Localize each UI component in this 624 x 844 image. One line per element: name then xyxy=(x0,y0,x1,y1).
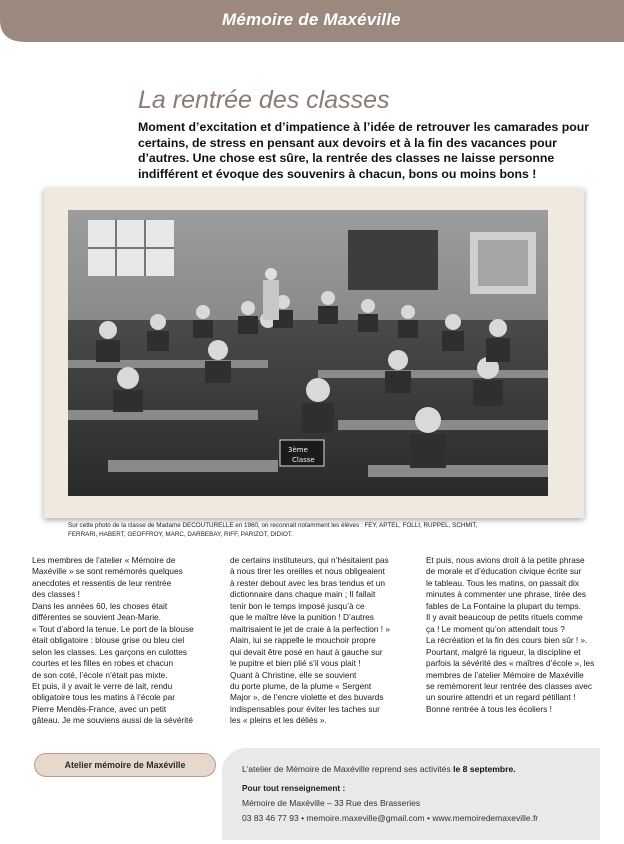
col1-line: Les membres de l’atelier « Mémoire de xyxy=(32,555,176,565)
col2-line: du porte plume, de la plume « Sergent xyxy=(230,680,372,691)
col1-line: de son coté, l’école n’était pas mixte. xyxy=(32,669,168,680)
atelier-button[interactable]: Atelier mémoire de Maxéville xyxy=(34,753,216,777)
col2-line: dictionnaire dans chaque main ; Il fallait xyxy=(230,589,376,600)
col3-line: de morale et d’éducation civique écrite sur xyxy=(426,566,582,577)
col3-line: Bonne rentrée à tous les écoliers ! xyxy=(426,703,552,714)
photo-caption xyxy=(68,522,548,539)
caption-line-1: Sur cette photo de la classe de Madame DECOUTURELLE en 1960, on reconnait notamment les élèves : FEY, APTEL, FOLLI, RUPPEL, SCHMIT, xyxy=(68,522,478,529)
col3-line: un sourire attendri et un regard pétillant ! xyxy=(426,692,576,703)
col3-line: parfois la sévérité des « maîtres d’école », les xyxy=(426,658,595,669)
col2-line: les « pleins et les déliés ». xyxy=(230,715,327,726)
col2-line: à rester debout avec les bras tendus et un xyxy=(230,577,385,588)
banner-title: Mémoire de Maxéville xyxy=(222,10,401,29)
col1-line: était obligatoire : blouse grise ou bleu ciel xyxy=(32,635,185,646)
class-photo xyxy=(68,210,548,496)
col1-line: Et puis, il y avait le verre de lait, rendu xyxy=(32,680,173,691)
contact-line[interactable]: 03 83 46 77 93 • memoire.maxeville@gmail.com • www.memoiredemaxeville.fr xyxy=(242,813,539,823)
text-column-3 xyxy=(426,555,604,715)
col2-line: Alain, lui se rappelle le mouchoir propre xyxy=(230,635,376,646)
col3-line: La récréation et la fin des cours bien sûr ! ». xyxy=(426,635,588,646)
col3-line: Et puis, nous avions droit à la petite phrase xyxy=(426,555,585,565)
col1-line: gâteau. Je me souviens aussi de la sévérité xyxy=(32,715,193,726)
col1-line: obligatoire tous les matins à l’école par xyxy=(32,692,175,703)
col1-line: Maxéville » se sont remémorés quelques xyxy=(32,566,183,577)
col2-line: maitrisaient le jet de craie à la perfection ! » xyxy=(230,623,391,634)
col2-line: Quant à Christine, elle se souvient xyxy=(230,669,357,680)
slate-text-1: 3ème xyxy=(288,446,308,454)
text-column-2 xyxy=(230,555,408,727)
col2-line: que le maître lève la punition ! D’autres xyxy=(230,612,374,623)
col1-line: selon les classes. Les garçons en culottes xyxy=(32,646,187,657)
col3-line: membres de l’atelier Mémoire de Maxéville xyxy=(426,669,584,680)
col2-line: qui devait être posé en haut à gauche sur xyxy=(230,646,383,657)
col1-line: différentes se souvient Jean-Marie. xyxy=(32,612,161,623)
col3-line: minutes à commenter une phrase, tirée des xyxy=(426,589,587,600)
col1-line: des classes ! xyxy=(32,589,80,600)
col3-line: le tableau. Tous les matins, on passait dix xyxy=(426,577,579,588)
col3-line: fables de La Fontaine la plupart du temps. xyxy=(426,600,581,611)
caption-line-2: FERRARI, HABERT, GEOFFROY, MARC, DARBEBAY, RIFF, PARIZOT, DIDIOT. xyxy=(68,530,293,538)
address-line: Mémoire de Maxéville – 33 Rue des Brasseries xyxy=(242,798,421,808)
text-column-1 xyxy=(32,555,210,727)
col3-line: Il y avait beaucoup de petits rituels comme xyxy=(426,612,583,623)
resume-line xyxy=(242,764,516,774)
col3-line: ça ! Le moment qu’on attendait tous ? xyxy=(426,623,565,634)
col2-line: de certains instituteurs, qui n’hésitaient pas xyxy=(230,555,389,565)
article-intro: Moment d’excitation et d’impatience à l’idée de retrouver les camarades pour certains, de stress en pensant aux devoirs et à la fin des vacances pour d’autres. Une chose est sûre, la rentrée des classes ne laisse personne indifférent et évoque des souvenirs à chacun, bons ou moins bons ! xyxy=(138,120,590,181)
col3-line: se remémorent leur rentrée des classes avec xyxy=(426,680,593,691)
col1-line: « Tout d’abord la tenue. Le port de la blouse xyxy=(32,623,194,634)
class-photo-drawing xyxy=(68,210,548,496)
col1-line: courtes et les filles en robes et chacun xyxy=(32,658,174,669)
col2-line: à nous tirer les oreilles et nous obligeaient xyxy=(230,566,385,577)
col2-line: Major », de l’encre violette et des buvards xyxy=(230,692,384,703)
article-title: La rentrée des classes xyxy=(138,86,390,114)
slate-text-2: Classe xyxy=(292,456,315,464)
col2-line: tenir bon le temps imposé jusqu’à ce xyxy=(230,600,365,611)
col2-line: indispensables pour éviter les taches sur xyxy=(230,703,380,714)
info-heading: Pour tout renseignement : xyxy=(242,783,346,793)
col1-line: anecdotes et ressentis de leur rentrée xyxy=(32,577,172,588)
col1-line: Dans les années 60, les choses était xyxy=(32,600,168,611)
info-box xyxy=(222,748,600,840)
resume-text: L’atelier de Mémoire de Maxéville reprend ses activités xyxy=(242,764,451,774)
resume-date: le 8 septembre. xyxy=(453,764,516,774)
header-banner xyxy=(0,0,624,42)
col1-line: Pierre Mendès-France, avec un petit xyxy=(32,703,167,714)
col3-line: Pourtant, malgré la rigueur, la discipline et xyxy=(426,646,581,657)
col2-line: le pupitre et bien plié s’il vous plait ! xyxy=(230,658,361,669)
